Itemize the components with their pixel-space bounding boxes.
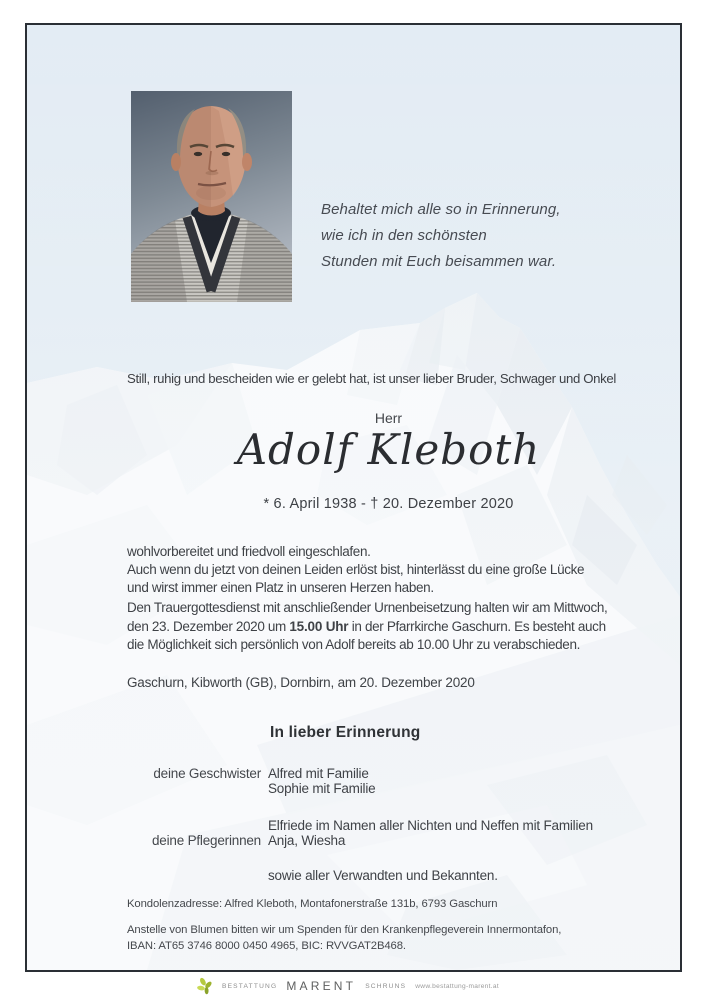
footer-bar xyxy=(0,972,701,1000)
service-line-2-pre: den 23. Dezember 2020 um xyxy=(127,618,290,634)
service-line-2-post: in der Pfarrkirche Gaschurn. Es besteht auch xyxy=(348,618,606,634)
quote-line-3: Stunden mit Euch beisammen war. xyxy=(321,253,557,270)
footer-url: www.bestattung-marent.at xyxy=(415,982,500,990)
remembrance-label-pflegerinnen: deine Pflegerinnen xyxy=(152,833,261,848)
deceased-name: Adolf Kleboth xyxy=(236,425,541,474)
donation-line-1: Anstelle von Blumen bitten wir um Spenden für den Krankenpflegeverein Innermontafon, xyxy=(127,924,562,936)
remembrance-label-geschwister: deine Geschwister xyxy=(153,766,261,781)
remembrance-value-geschwister-1: Alfred mit Familie xyxy=(268,766,369,781)
salutation: Herr xyxy=(374,410,403,426)
funeral-home-logo-icon xyxy=(196,977,213,996)
farewell-line-3: und wirst immer einen Platz in unseren Herzen haben. xyxy=(127,580,434,595)
footer-brand: MARENT xyxy=(286,979,357,993)
remembrance-closing: sowie aller Verwandten und Bekannten. xyxy=(268,868,498,883)
remembrance-value-pflegerinnen-1: Elfriede im Namen aller Nichten und Neffen mit Familien xyxy=(268,818,593,833)
farewell-paragraph xyxy=(127,543,584,597)
quote-line-2: wie ich in den schönsten xyxy=(321,227,487,244)
donation-line-2: IBAN: AT65 3746 8000 0450 4965, BIC: RVVGAT2B468. xyxy=(127,940,406,952)
quote xyxy=(321,197,561,275)
remembrance-value-geschwister-2: Sophie mit Familie xyxy=(268,781,376,796)
service-line-1: Den Trauergottesdienst mit anschließender Urnenbeisetzung halten wir am Mittwoch, xyxy=(127,600,608,615)
service-paragraph xyxy=(127,599,607,655)
portrait-photo-image xyxy=(131,91,292,302)
service-time-bold: 15.00 Uhr xyxy=(289,618,349,634)
service-line-3: die Möglichkeit sich persönlich von Adolf bereits ab 10.00 Uhr zu verabschieden. xyxy=(127,637,581,652)
footer-prefix: BESTATTUNG xyxy=(221,982,278,990)
dateline: Gaschurn, Kibworth (GB), Dornbirn, am 20. Dezember 2020 xyxy=(127,675,475,690)
remembrance-heading: In lieber Erinnerung xyxy=(270,724,421,741)
remembrance-value-pflegerinnen-2: Anja, Wiesha xyxy=(268,833,346,848)
farewell-line-2: Auch wenn du jetzt von deinen Leiden erlöst bist, hinterlässt du eine große Lücke xyxy=(127,562,585,577)
footer-location: SCHRUNS xyxy=(365,982,407,990)
quote-line-1: Behaltet mich alle so in Erinnerung, xyxy=(321,201,561,218)
portrait-photo xyxy=(131,91,292,302)
service-line-2 xyxy=(127,618,607,637)
memorial-card xyxy=(25,23,682,972)
condolence-address: Kondolenzadresse: Alfred Kleboth, Montafonerstraße 131b, 6793 Gaschurn xyxy=(127,898,498,910)
intro-text: Still, ruhig und bescheiden wie er gelebt hat, ist unser lieber Bruder, Schwager und Onkel xyxy=(127,371,616,386)
farewell-line-1: wohlvorbereitet und friedvoll eingeschlafen. xyxy=(127,544,371,559)
donation-note xyxy=(127,922,561,954)
life-dates: * 6. April 1938 - † 20. Dezember 2020 xyxy=(263,496,514,512)
